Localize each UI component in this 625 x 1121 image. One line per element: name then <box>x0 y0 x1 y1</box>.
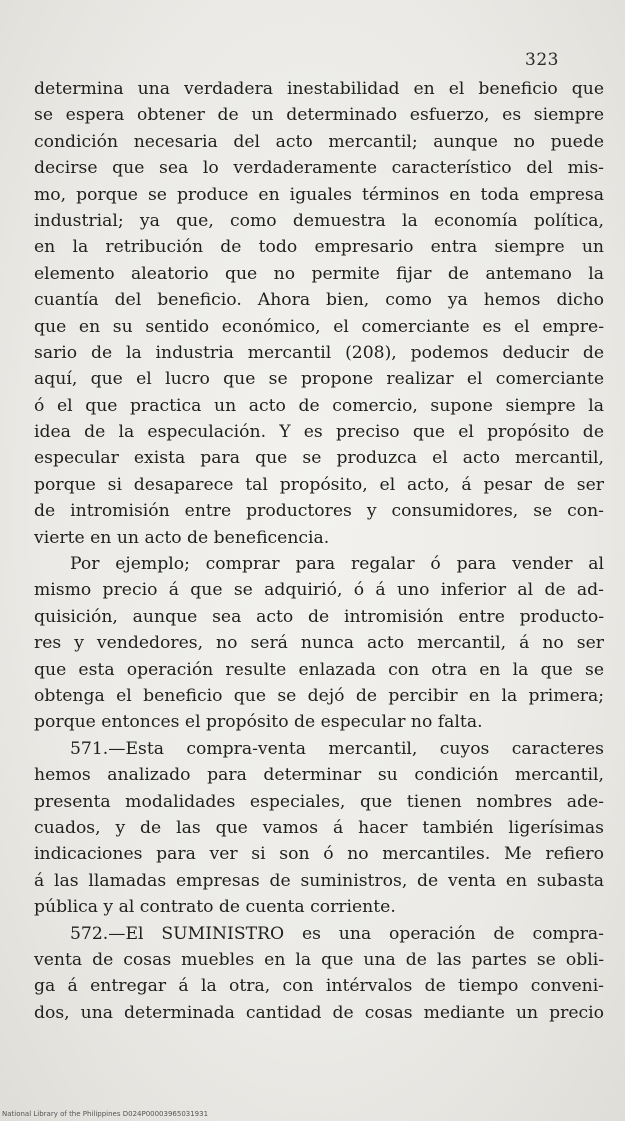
text-line: 572.—El SUMINISTRO es una operación de compra- <box>70 923 604 944</box>
text-line: cuados, y de las que vamos á hacer también ligerísimas <box>34 817 604 838</box>
text-line: pública y al contrato de cuenta corriente. <box>34 897 396 918</box>
text-line: aquí, que el lucro que se propone realizar el comerciante <box>34 369 604 390</box>
text-line: 571.—Esta compra-venta mercantil, cuyos caracteres <box>70 738 604 759</box>
text-line: sario de la industria mercantil (208), podemos deducir de <box>34 342 604 363</box>
text-line: hemos analizado para determinar su condición mercantil, <box>34 765 604 786</box>
text-line: ó el que practica un acto de comercio, supone siempre la <box>34 395 604 416</box>
body-text <box>34 76 604 1026</box>
text-line: mo, porque se produce en iguales términos en toda empresa <box>34 184 604 205</box>
text-line: que en su sentido económico, el comerciante es el empre- <box>34 316 604 337</box>
text-line: venta de cosas muebles en la que una de las partes se obli- <box>34 949 604 970</box>
text-line: obtenga el beneficio que se dejó de percibir en la primera; <box>34 685 604 706</box>
text-line: mismo precio á que se adquirió, ó á uno inferior al de ad- <box>34 580 604 601</box>
footer-credit: National Library of the Philippines D024P00003965031931 <box>2 1110 209 1118</box>
text-line: porque si desaparece tal propósito, el acto, á pesar de ser <box>34 474 604 495</box>
text-line: res y vendedores, no será nunca acto mercantil, á no ser <box>34 633 604 654</box>
text-line: industrial; ya que, como demuestra la economía política, <box>34 210 604 231</box>
text-line: cuantía del beneficio. Ahora bien, como ya hemos dicho <box>34 290 604 311</box>
text-line: ga á entregar á la otra, con intérvalos de tiempo conveni- <box>34 976 604 997</box>
page-number: 323 <box>525 50 559 70</box>
text-line: Por ejemplo; comprar para regalar ó para vender al <box>70 554 604 575</box>
text-line: determina una verdadera inestabilidad en el beneficio que <box>34 79 604 99</box>
text-line: de intromisión entre productores y consumidores, se con- <box>34 501 604 522</box>
text-line: decirse que sea lo verdaderamente característico del mis- <box>34 158 604 179</box>
text-line: á las llamadas empresas de suministros, de venta en subasta <box>34 870 604 891</box>
text-line: dos, una determinada cantidad de cosas mediante un precio <box>34 1002 604 1023</box>
text-line: indicaciones para ver si son ó no mercantiles. Me refiero <box>34 844 604 865</box>
text-line: que esta operación resulte enlazada con otra en la que se <box>34 659 604 680</box>
text-line: porque entonces el propósito de especular no falta. <box>34 712 483 733</box>
text-line: quisición, aunque sea acto de intromisión entre producto- <box>34 606 604 627</box>
text-line: condición necesaria del acto mercantil; aunque no puede <box>34 131 604 152</box>
text-line: presenta modalidades especiales, que tienen nombres ade- <box>34 791 604 812</box>
text-line: idea de la especulación. Y es preciso que el propósito de <box>34 422 604 443</box>
text-line: vierte en un acto de beneficencia. <box>34 527 330 548</box>
text-line: se espera obtener de un determinado esfuerzo, es siempre <box>34 105 604 126</box>
text-line: en la retribución de todo empresario entra siempre un <box>34 237 604 258</box>
text-line: elemento aleatorio que no permite fijar de antemano la <box>34 263 604 284</box>
text-line: especular exista para que se produzca el acto mercantil, <box>34 448 604 469</box>
